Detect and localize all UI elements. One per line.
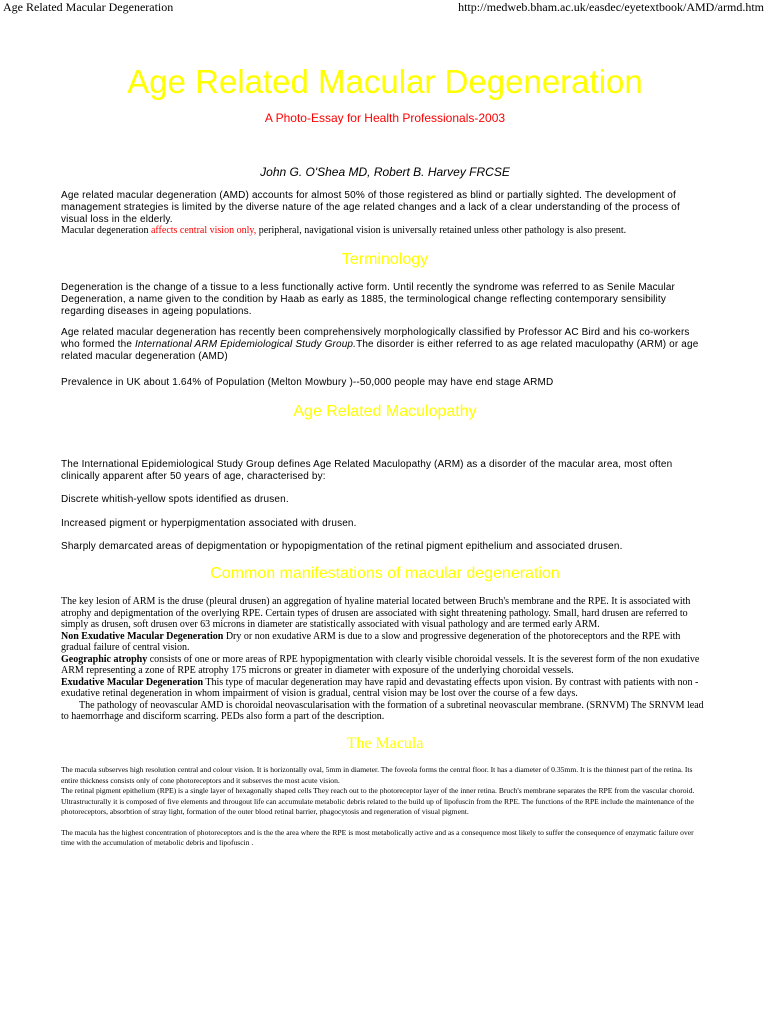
geographic-atrophy-label: Geographic atrophy [61, 653, 148, 665]
print-header [0, 0, 768, 16]
terminology-paragraph-1: Degeneration is the change of a tissue to a less functionally active form. Until recently the syndrome was referred to as Senile Macular Degeneration, a name given to the condition by Haab as early as 1885, the terminological change reflecting contemporary sensibility regarding diseases in ageing populations. [61, 282, 676, 317]
print-header-url[interactable]: http://medweb.bham.ac.uk/easdec/eyetextbook/AMD/armd.htm [458, 0, 764, 14]
central-vision-highlight: affects central vision only, [150, 225, 257, 236]
arm-paragraph-3: Increased pigment or hyperpigmentation associated with drusen. [61, 518, 357, 529]
print-header-title: Age Related Macular Degeneration [3, 0, 174, 14]
exudative-text: This type of macular degeneration may have rapid and devastating effects upon vision. By contrast with patients with non -exudative retinal degeneration in whom impairment of vision is gradual, central vision may be lost over the course of a few days. [61, 676, 699, 699]
authors: John G. O'Shea MD, Robert B. Harvey FRCSE [260, 165, 510, 179]
macula-paragraph-4: The macula has the highest concentration of photoreceptors and is the the area where the RPE is most metabolically active and as a consequence most likely to suffer the consequence of enzymatic failure over time with the accumulation of metabolic debris and lipofuscin . [61, 827, 694, 847]
manifestations-heading: Common manifestations of macular degeneration [210, 565, 560, 582]
page-title: Age Related Macular Degeneration [127, 63, 643, 100]
macula-heading: The Macula [346, 735, 424, 752]
page-subtitle: A Photo-Essay for Health Professionals-2003 [264, 111, 506, 125]
non-exudative-paragraph [61, 631, 709, 654]
exudative-paragraph [61, 677, 709, 700]
non-exudative-text: Dry or non exudative ARM is due to a slow and progressive degeneration of the photoreceptors and the RPE with gradual failure of central vision. [61, 630, 681, 653]
arm-paragraph-2: Discrete whitish-yellow spots identified as drusen. [61, 494, 289, 505]
macular-degeneration-paragraph [61, 225, 709, 237]
druse-paragraph: The key lesion of ARM is the druse (pleural drusen) an aggregation of hyaline material located between Bruch's membrane and the RPE. It is associated with atrophy and depigmentation of the overlying RPE. Certain types of drusen are associated with sight threatening pathology. Small, hard drusen are referred to simply as drusen, soft drusen over 63 microns in diameter are statistically associated with visual pathology and are termed early ARM. [61, 596, 691, 630]
manifestations-text [61, 596, 709, 723]
geographic-atrophy-paragraph [61, 654, 709, 677]
terminology-p2-post: The disorder is either referred to as age related maculopathy (ARM) or age related macular degeneration (AMD) [61, 339, 699, 362]
exudative-label: Exudative Macular Degeneration [61, 676, 204, 688]
macula-paragraph-1: The macula subserves high resolution central and colour vision. It is horizontally oval, 5mm in diameter. The foveola forms the central floor. It has a diameter of 0.35mm. It is the thinnest part of the retina. Its entire thickness consists only of cone photoreceptors and it subserves the most acute vision. [61, 765, 693, 785]
macula-paragraph-3: Ultrastructurally it is composed of five elements and througout life can accumulate metabolic debris related to the build up of lipofuscin from the RPE. The functions of the RPE include the maintenance of the photoreceptors, absorbtion of stray light, formation of the outer blood retinal barrier, phagocytosis and regeneration of visual pigment. [61, 796, 694, 816]
non-exudative-label: Non Exudative Macular Degeneration [61, 630, 224, 642]
terminology-heading: Terminology [341, 251, 429, 268]
terminology-p2-pre: Age related macular degeneration has recently been comprehensively morphologically classified by Professor AC Bird and his co-workers who formed the [61, 327, 690, 350]
geographic-atrophy-text: consists of one or more areas of RPE hypopigmentation with clearly visible choroidal vessels. It is the severest form of the non exudative ARM representing a zone of RPE atrophy 175 microns or greater in diameter with exposure of the underlying choroidal vessels. [61, 653, 700, 676]
macular-pre-text: Macular degeneration [61, 225, 151, 236]
prevalence-paragraph: Prevalence in UK about 1.64% of Population (Melton Mowbury )--50,000 people may have end stage ARMD [61, 377, 554, 388]
neovascular-paragraph: The pathology of neovascular AMD is choroidal neovascularisation with the formation of a subretinal neovascular membrane. (SRNVM) The SRNVM lead to haemorrhage and disciform scarring. PEDs also form a part of the description. [61, 699, 704, 722]
arm-paragraph-4: Sharply demarcated areas of depigmentation or hypopigmentation of the retinal pigment epithelium and associated drusen. [61, 541, 623, 552]
macula-text [61, 765, 709, 849]
study-group-name: International ARM Epidemiological Study Group. [134, 339, 357, 350]
arm-paragraph-1: The International Epidemiological Study Group defines Age Related Maculopathy (ARM) as a disorder of the macular area, most often clinically apparent after 50 years of age, characterised by: [61, 459, 673, 482]
intro-paragraph: Age related macular degeneration (AMD) accounts for almost 50% of those registered as blind or partially sighted. The development of management strategies is limited by the diverse nature of the age related changes and a lack of a clear understanding of the process of visual loss in the elderly. [61, 190, 680, 225]
macula-paragraph-2: The retinal pigment epithelium (RPE) is a single layer of hexagonally shaped cells They reach out to the photoreceptor layer of the inner retina. Bruch's membrane separates the RPE from the vascular choroid. [61, 786, 695, 795]
macular-post-text: peripheral, navigational vision is universally retained unless other pathology is also present. [256, 225, 627, 236]
arm-heading: Age Related Maculopathy [293, 403, 477, 420]
terminology-paragraph-2 [61, 327, 709, 363]
